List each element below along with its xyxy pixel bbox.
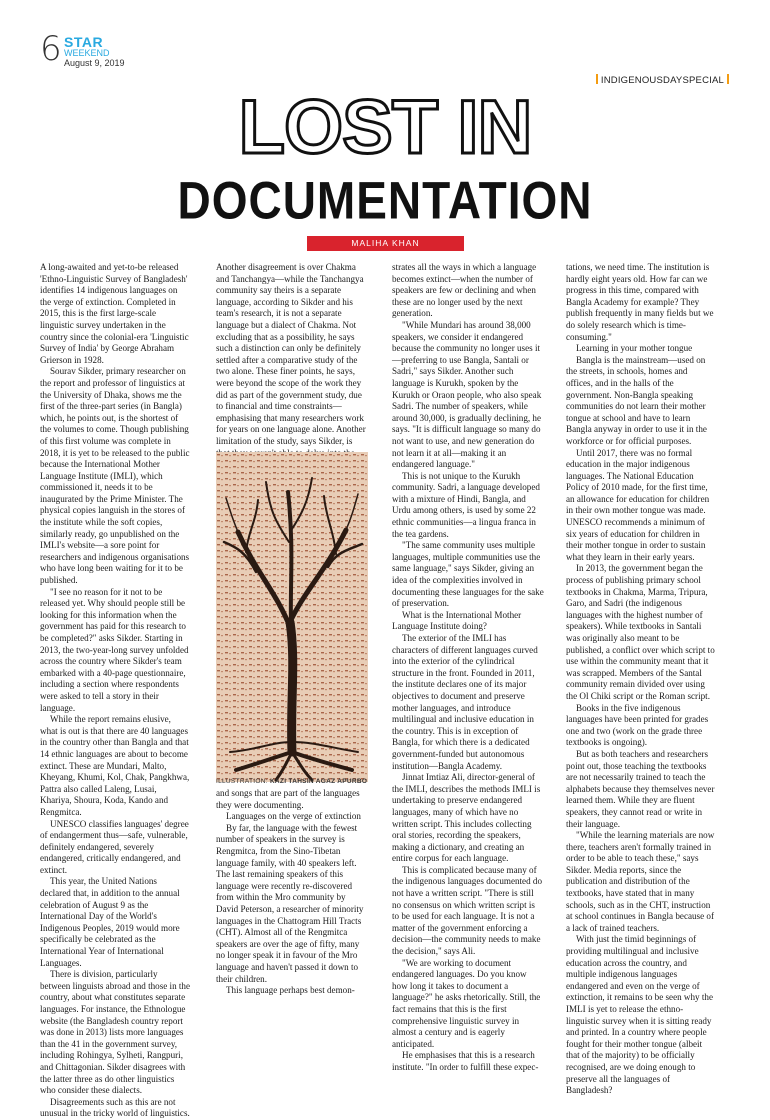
paragraph: Sourav Sikder, primary researcher on the report and professor of linguistics at the University of Dhaka, shows me the first of the three-part series (in Bangla) which, he points out, is the shortest of the volumes to come. Though publishing of this first volume was complete in 2018, it is yet to be released to the public because the International Mother Language Institute (IMLI), which commissioned it, needs it to be inaugurated by the Prime Minister. The physical copies languish in the stores of the institute while the soft copies, similarly ready, go unpublished on the IMLI's website—a sore point for researchers and indigenous organisations who have long been waiting for it to be published. bbox=[40, 366, 190, 586]
illustration-caption bbox=[216, 778, 376, 785]
brand-weekend: WEEKEND bbox=[64, 48, 110, 58]
paragraph: "The same community uses multiple languages, multiple communities use the same language," says Sikder, giving an idea of the complexities involved in documenting these languages for the sake of preservation. bbox=[392, 540, 544, 609]
brand-logo bbox=[64, 36, 125, 69]
headline-line2: DOCUMENTATION bbox=[177, 170, 593, 231]
brand-star: STAR bbox=[64, 34, 104, 50]
paragraph: What is the International Mother Language Institute doing? bbox=[392, 609, 522, 632]
caption-label: ILLUSTRATION: bbox=[216, 778, 268, 785]
paragraph: In 2013, the government began the process of publishing primary school textbooks in Chakma, Marma, Tripura, Garo, and Sadri (the indigenous languages with the highest number of speakers). While textbooks in Santali was originally also meant to be published, a conflict over which script to use within the community meant that it was scrapped. Members of the Santal community remain divided over using the Ol Chiki script or the Roman script. bbox=[566, 563, 715, 701]
paragraph: While the report remains elusive, what is out is that there are 40 languages in the country other than Bangla and that 14 ethnic languages are about to become extinct. These are Mundari, Malto, Kheyang, Khumi, Kol, Chak, Pangkhwa, Pattra also called Laleng, Lusai, Khariya, Shoura, Koda, Kando and Rengmitca. bbox=[40, 714, 190, 817]
paragraph: Another disagreement is over Chakma and Tanchangya—while the Tanchangya community say theirs is a separate language, according to Sikder and his team's research, it is not a separate language but a dialect of Chakma. Not excluding that as a possibility, he says such a distinction can only be definitely settled after a comparative study of the two alone. These finer points, he says, were beyond the scope of the work they did as part of the government study, due to financial and time constraints—emphasising that many researchers work for years on one language alone. Another limitation of the study, says Sikder, is bbox=[216, 262, 366, 446]
paragraph: Learning in your mother tongue bbox=[576, 343, 693, 354]
tag-bar-right bbox=[727, 74, 729, 84]
paragraph: strates all the ways in which a language becomes extinct—when the number of speakers are few or declining and when these are no longer used by the next generation. bbox=[392, 262, 537, 319]
tree-illustration-svg bbox=[216, 452, 368, 782]
paragraph: Books in the five indigenous languages have been printed for grades one and two (work on the grade three textbooks is ongoing). bbox=[566, 702, 709, 748]
paragraph: Until 2017, there was no formal education in the major indigenous languages. The National Education Policy of 2010 made, for the first time, an allowance for education for children in their own mother tongue was made. UNESCO recommends a minimum of six years of education for children in their mother tongue in order to sustain what they learn in their early years. bbox=[566, 447, 710, 562]
paragraph: This language perhaps best demon- bbox=[226, 985, 355, 996]
paragraph: This is not unique to the Kurukh community. Sadri, a language developed with a mixture of Hindi, Bangla, and Urdu among others, is used by some 22 ethnic communities—a lingua franca in the tea gardens. bbox=[392, 470, 540, 539]
paragraph: "We are working to document endangered languages. Do you know how long it takes to document a language?" he asks rhetorically. Still, the fact remains that this is the first comprehensive linguistic survey in almost a century and is eagerly anticipated. bbox=[392, 957, 541, 1049]
page-number: 6 bbox=[40, 29, 62, 69]
paragraph: This is complicated because many of the indigenous languages documented do not have a written script. "There is still no consensus on which written script is to be used for each language. It is not a matter of the government enforcing a decision—the community needs to make the decision," says Ali. bbox=[392, 864, 543, 957]
article-column-2-bottom bbox=[216, 788, 368, 997]
byline: MALIHA KHAN bbox=[307, 236, 464, 251]
paragraph: There is division, particularly between linguists abroad and those in the country, about what constitutes separate languages. For instance, the Ethnologue website (the Bangladesh country report was done in 2013) lists more languages than the 41 in the government survey, including Rohingya, Sylheti, Rangpuri, and Chittagonian. Sikder disagrees with the latter three as do other linguistics who consider these dialects. bbox=[40, 969, 191, 1096]
section-tag-label: INDIGENOUSDAYSPECIAL bbox=[600, 75, 724, 86]
paragraph: UNESCO classifies languages' degree of endangerment thus—safe, vulnerable, definitely endangered, severely endangered, critically endangered, and extinct. bbox=[40, 818, 189, 875]
paragraph: tations, we need time. The institution is hardly eight years old. How far can we progress in this time, compared with Bangla Academy for example? They publish frequently in many fields but we do solely research which is time-consuming." bbox=[566, 262, 714, 342]
article-column-3 bbox=[392, 262, 544, 1074]
paragraph: He emphasises that this is a research institute. "In order to fulfill these expec- bbox=[392, 1050, 539, 1072]
paragraph: Disagreements such as this are not unusual in the tricky world of linguistics. bbox=[40, 1096, 190, 1119]
paragraph: The exterior of the IMLI has characters of different languages curved into the exterior of the cylindrical structure in the front. Founded in 2011, the institute declares one of its major objectives to document and preserve mother languages, and introduce multilingual and inclusive education in the country. This is in exception of Bangla, for which there is a dedicated government-funded but autonomous institution—Bangla Academy. bbox=[392, 633, 538, 771]
paragraph: Jinnat Imtiaz Ali, director-general of the IMLI, describes the methods IMLI is undertaking to preserve endangered languages, many of which have no written script. This includes collecting oral stories, recording the speakers, making a dictionary, and creating an entire corpus for each language. bbox=[392, 772, 541, 864]
headline-line1: LOST IN bbox=[238, 85, 532, 170]
paragraph: "While Mundari has around 38,000 speakers, we consider it endangered because the community no longer uses it—preferring to use Bangla, Santali or Sadri," says Sikder. Another such language is Kurukh, spoken by the Kurukh or Oraon people, who also speak Sadri. The number of speakers, while around 30,000, is gradually declining, he says. "It is difficult language so many do not want to use, and new generation do not learn it at all—making it an endangered language." bbox=[392, 319, 542, 470]
paragraph: With just the timid beginnings of providing multilingual and inclusive education across the country, and multiple indigenous languages endangered and even on the verge of extinction, it remains to be seen why the IMLI is yet to release the ethno-linguistic survey when it is sitting ready and printed. In a country where people fought for their mother tongue (albeit that of the majority) to be officially recognised, are we doing enough to preserve all the languages of Bangladesh? bbox=[566, 934, 713, 1096]
paragraph: A long-awaited and yet-to-be released 'Ethno-Linguistic Survey of Bangladesh' identifies 14 indigenous languages on the verge of extinction. Completed in 2015, this is the first large-scale linguistic survey undertaken in the country since the colonial-era 'Linguistic Survey of India' by George Abraham Grierson in 1928. bbox=[40, 262, 189, 365]
article-column-4 bbox=[566, 262, 716, 1097]
paragraph: This year, the United Nations declared that, in addition to the annual celebration of August 9 as the International Day of the World's Indigenous Peoples, 2019 would more specifically be celebrated as the International Year of International Languages. bbox=[40, 876, 180, 968]
paragraph: By far, the language with the fewest number of speakers in the survey is Rengmitca, from the Sino-Tibetan language family, with 40 speakers left. The last remaining speakers of this language were recently re-discovered from within the Mro community by David Peterson, a researcher of minority languages in the Chattogram Hill Tracts (CHT). Almost all of the Rengmitca speakers are over the age of fifty, many no longer speak it in favour of the Mro language and haven't passed it down to their children. bbox=[216, 822, 364, 984]
article-column-1 bbox=[40, 262, 190, 1120]
paragraph: "I see no reason for it not to be released yet. Why should people still be looking for this information when the government has paid for this research to be completed?" asks Sikder. Starting in 2013, the two-year-long survey unfolded across the country where Sikder's team embarked with a 40-page questionnaire, including a section where respondents were asked to tell a story in their language. bbox=[40, 586, 189, 713]
paragraph: "While the learning materials are now there, teachers aren't formally trained in order to be able to teach these," says Sikder. Media reports, since the publication and distribution of the textbooks, have stated that in many schools, such as in the CHT, instruction at school continues in Bangla because of a lack of trained teachers. bbox=[566, 830, 715, 933]
caption-credit: KAZI TAHSIN AGAZ APURBO bbox=[269, 778, 368, 785]
tree-illustration bbox=[216, 452, 368, 782]
paragraph: But as both teachers and researchers point out, those teaching the textbooks are not necessarily trained to teach the alphabets because they themselves never learned them. While they are fluent speakers, they cannot read or write in their language. bbox=[566, 748, 715, 829]
paragraph: and songs that are part of the languages they were documenting. bbox=[216, 788, 360, 810]
paragraph: Bangla is the mainstream—used on the streets, in schools, homes and offices, and in the halls of the government. Non-Bangla speaking communities do not learn their mother tongue at school and have to learn Bangla anyway in order to use it in the workforce or for official purposes. bbox=[566, 354, 707, 446]
article-column-2-top bbox=[216, 262, 368, 471]
paragraph: Languages on the verge of extinction bbox=[226, 811, 361, 822]
issue-date: August 9, 2019 bbox=[64, 58, 125, 68]
section-tag bbox=[593, 74, 732, 86]
tag-bar-left bbox=[596, 74, 598, 84]
